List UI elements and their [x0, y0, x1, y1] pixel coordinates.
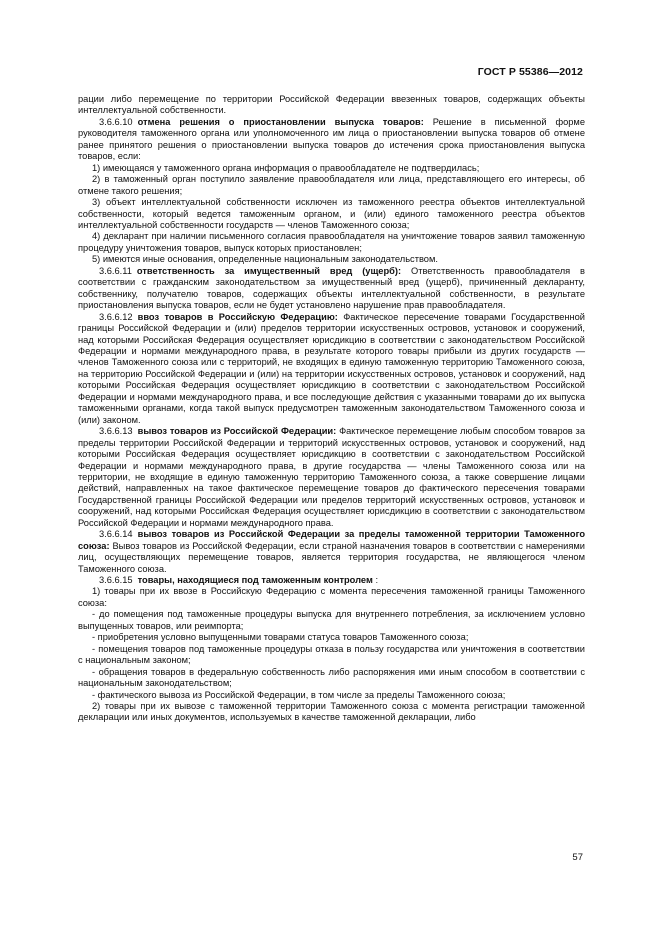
paragraph [78, 163, 585, 174]
paragraph [78, 174, 585, 197]
definition-paragraph [78, 529, 585, 575]
definition-paragraph [78, 266, 585, 312]
definition-paragraph [78, 426, 585, 529]
paragraph-text: - обращения товаров в федеральную собственность либо распоряжения ими иным способом в соответствии с национальным законодательством; [78, 666, 585, 689]
definition-paragraph [78, 575, 585, 586]
clause-number: 3.6.6.14 [99, 529, 133, 540]
paragraph [78, 254, 585, 265]
paragraph-text: 4) декларант при наличии письменного согласия правообладателя на уничтожение товаров заявил таможенную процедуру уничтожения товаров, выпуск которых приостановлен; [78, 231, 585, 253]
paragraph-text: рации либо перемещение по территории Российской Федерации ввезенных товаров, содержащих объекты интеллектуальной собственности. [78, 94, 585, 116]
paragraph-text: 3) объект интеллектуальной собственности исключен из таможенного реестра объектов интеллектуальной собственности, который ведется таможенным органом, и (или) единого таможенного реестра объектов интеллектуальной собственности государств — членов Таможенного союза; [78, 197, 585, 230]
defined-term: вывоз товаров из Российской Федерации: [137, 426, 337, 437]
paragraph [78, 94, 585, 117]
paragraph [78, 632, 585, 643]
paragraph [78, 609, 585, 632]
paragraph-text: - до помещения под таможенные процедуры выпуска для внутреннего потребления, за исключением условно выпущенных товаров, или реимпорта; [78, 609, 585, 631]
paragraph-text: Ответственность правообладателя в соответствии с гражданским законодательством за имущественный вред (ущерб), причиненный декларанту, собственнику, получателю товаров, содержащих объекты интеллектуальной собственности, в результате приостановления выпуска товаров, если не будет установлено нарушение прав правообладателя. [78, 265, 585, 311]
clause-number: 3.6.6.13 [99, 426, 133, 437]
paragraph [78, 690, 585, 701]
paragraph [78, 231, 585, 254]
paragraph [78, 701, 585, 724]
document-body [78, 94, 585, 724]
paragraph-text: 2) товары при их вывозе с таможенной территории Таможенного союза с момента регистрации таможенной декларации или иных документов, используемых в качестве таможенной декларации, либо [78, 701, 585, 723]
paragraph-text: - помещения товаров под таможенные процедуры отказа в пользу государства или уничтожения в соответствии с национальным законом; [78, 643, 585, 666]
definition-paragraph [78, 312, 585, 427]
paragraph-text: : [375, 575, 379, 586]
paragraph-text: 2) в таможенный орган поступило заявление правообладателя или лица, представляющего его интересы, об отмене такого решения; [78, 174, 585, 196]
clause-number: 3.6.6.15 [99, 575, 133, 586]
defined-term: ответственность за имущественный вред (ущерб): [136, 265, 402, 276]
paragraph [78, 197, 585, 231]
clause-number: 3.6.6.10 [99, 116, 133, 127]
paragraph [78, 667, 585, 690]
defined-term: ввоз товаров в Российскую Федерацию: [137, 311, 338, 322]
definition-paragraph [78, 117, 585, 163]
paragraph-text: Вывоз товаров из Российской Федерации, если страной назначения товаров в соответствии с намерениями лиц, осуществляющих перемещение товаров, является территория государства, не являющегося членом Таможенного союза. [78, 540, 585, 574]
defined-term: товары, находящиеся под таможенным контролем [137, 575, 373, 586]
clause-number: 3.6.6.11 [99, 265, 132, 276]
paragraph-text: - приобретения условно выпущенными товарами статуса товаров Таможенного союза; [92, 632, 469, 643]
paragraph-text: Фактическое перемещение любым способом товаров за пределы территории Российской Федерации и территорий искусственных островов, установок и сооружений, над которыми Российская Федерация осуществляет юрисдикцию в соответствии с законодательством Российской Федерации и нормами международного права, в другие государства — члены Таможенного союза или на территории, не входящие в единую таможенную территорию Таможенного союза, а также совершение лицами действий, направленных на такое фактическое перемещение товаров до фактического пересечения товарами Государственной границы Российской Федерации или пределов территорий искусственных островов, установок и сооружений, над которыми Российская Федерация осуществляет юрисдикцию в соответствии с законодательством Российской Федерации и нормами международного права. [78, 426, 585, 528]
document-code-header: ГОСТ Р 55386—2012 [477, 66, 583, 78]
clause-number: 3.6.6.12 [99, 311, 133, 322]
paragraph [78, 586, 585, 609]
defined-term: вывоз товаров из Российской Федерации за пределы таможенной территории Таможенного союза: [78, 529, 585, 551]
page-number: 57 [572, 852, 583, 863]
defined-term: отмена решения о приостановлении выпуска товаров: [137, 116, 424, 127]
paragraph-text: - фактического вывоза из Российской Федерации, в том числе за пределы Таможенного союза; [92, 689, 506, 700]
paragraph [78, 644, 585, 667]
paragraph-text: Фактическое пересечение товарами Государственной границы Российской Федерации и (или) пределов территории искусственных островов, установок и сооружений, над которыми Российская Федерация осуществляет юрисдикцию в соответствии с законодательством Российской Федерации и нормами международного права, в результате которого товары прибыли из других государств — членов Таможенного союза или с территорий, не входящих в единую таможенную территорию Таможенного союза, на территорию Российской Федерации и (или) на территории искусственных островов, установок и сооружений, над которыми Российская Федерация осуществляет юрисдикцию в соответствии с законодательством Российской Федерации и нормами международного права, и все последующие действия с указанными товарами до их выпуска таможенными органами, когда такой выпуск предусмотрен таможенным законодательством Таможенного союза и (или) законом. [78, 311, 585, 425]
paragraph-text: 1) имеющаяся у таможенного органа информация о правообладателе не подтвердилась; [92, 162, 480, 173]
paragraph-text: 1) товары при их ввозе в Российскую Федерацию с момента пересечения таможенной границы Таможенного союза: [78, 586, 585, 608]
paragraph-text: 5) имеются иные основания, определенные национальным законодательством. [92, 254, 438, 265]
paragraph-text: Решение в письменной форме руководителя таможенного органа или уполномоченного им лица о приостановлении выпуска товаров об отмене ранее принятого решения о приостановлении выпуска товаров до истечения срока приостановления выпуска товаров, если: [78, 116, 585, 162]
